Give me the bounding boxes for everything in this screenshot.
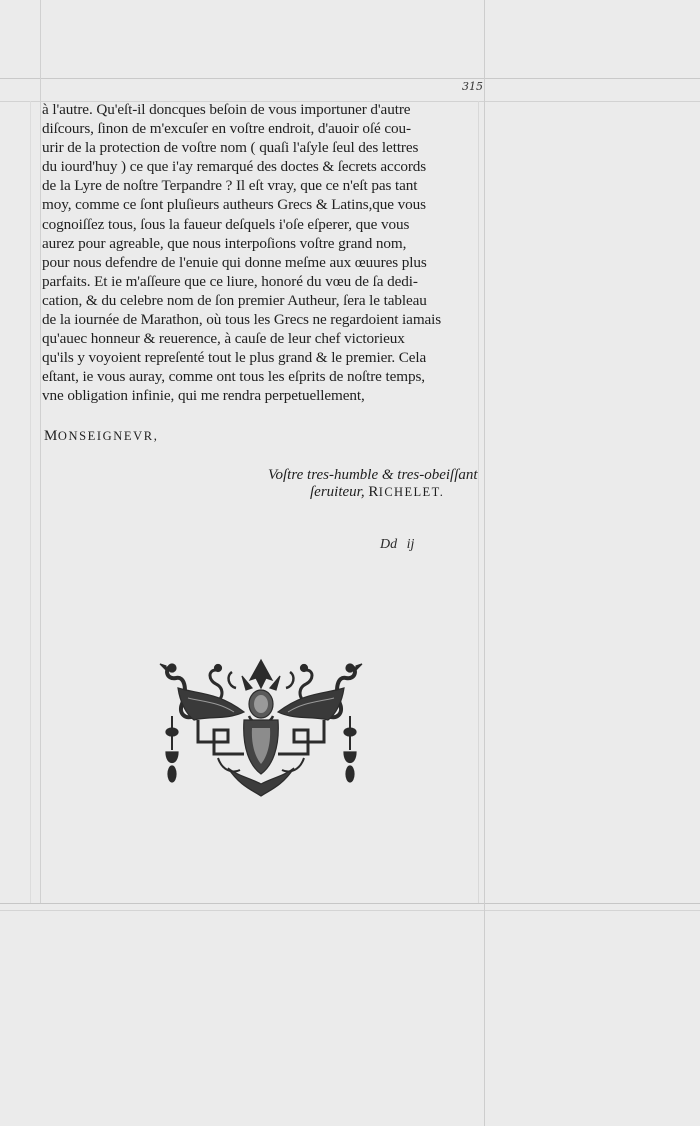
fold-line-bottom <box>0 903 700 904</box>
text-line: à l'autre. Qu'eſt-il doncques beſoin de vous importuner d'autre <box>42 101 411 118</box>
text-line: cognoiſſez tous, ſous la faueur deſquels i'oſe eſperer, que vous <box>42 215 410 233</box>
fold-line-bottom-inner <box>0 910 700 911</box>
text-line: pour nous defendre de l'enuie qui donne meſme aux œuures plus <box>42 253 427 271</box>
text-line: qu'auec honneur & reuerence, à cauſe de leur chef victorieux <box>42 330 405 348</box>
engraved-ornament <box>158 658 364 798</box>
closing-line-1: Voſtre tres-humble & tres-obeiſſant <box>268 467 478 483</box>
text-line: eſtant, ie vous auray, comme ont tous les eſprits de noſtre temps, <box>42 368 425 386</box>
text-line: vne obligation infinie, qui me rendra perpetuellement, <box>42 387 365 405</box>
text-line: aurez pour agreable, que nous interpoſions voſtre grand nom, <box>42 234 407 252</box>
fold-line-left-outer <box>30 101 31 903</box>
text-line: urir de la protection de voſtre nom ( quaſi l'aſyle ſeul des lettres <box>42 139 419 157</box>
text-line: diſcours, ſinon de m'excuſer en voſtre endroit, d'auoir oſé cou- <box>42 120 411 138</box>
text-line: moy, comme ce ſont pluſieurs autheurs Grecs & Latins,que vous <box>42 196 426 214</box>
fold-line-top <box>0 78 700 79</box>
fold-line-left <box>40 0 41 903</box>
text-line: cation, & du celebre nom de ſon premier Autheur, ſera le tableau <box>42 291 427 309</box>
salutation <box>44 428 158 445</box>
author-name-rest: ICHELET. <box>378 485 445 499</box>
author-name-initial: R <box>368 484 379 500</box>
signature-mark: Dd ij <box>380 537 415 552</box>
closing-line-2 <box>310 484 444 501</box>
text-line: du iourd'huy ) ce que i'ay remarqué des doctes & ſecrets accords <box>42 158 427 176</box>
salutation-initial: M <box>44 428 58 444</box>
fold-line-right <box>484 0 485 1126</box>
author-name <box>368 485 444 499</box>
text-line: de la iournée de Marathon, où tous les Grecs ne regardoient iamais <box>42 311 442 329</box>
dedication-body <box>42 100 482 406</box>
text-line: parfaits. Et ie m'aſſeure que ce liure, honoré du vœu de ſa dedi- <box>42 272 418 290</box>
salutation-rest: ONSEIGNEVR, <box>57 429 159 443</box>
text-line: de la Lyre de noſtre Terpandre ? Il eſt vray, que ce n'eſt pas tant <box>42 177 418 195</box>
text-line: qu'ils y voyoient repreſenté tout le plus grand & le premier. Cela <box>42 349 427 367</box>
closing-role: ſeruiteur, <box>310 484 365 500</box>
page-number: 315 <box>462 80 483 93</box>
